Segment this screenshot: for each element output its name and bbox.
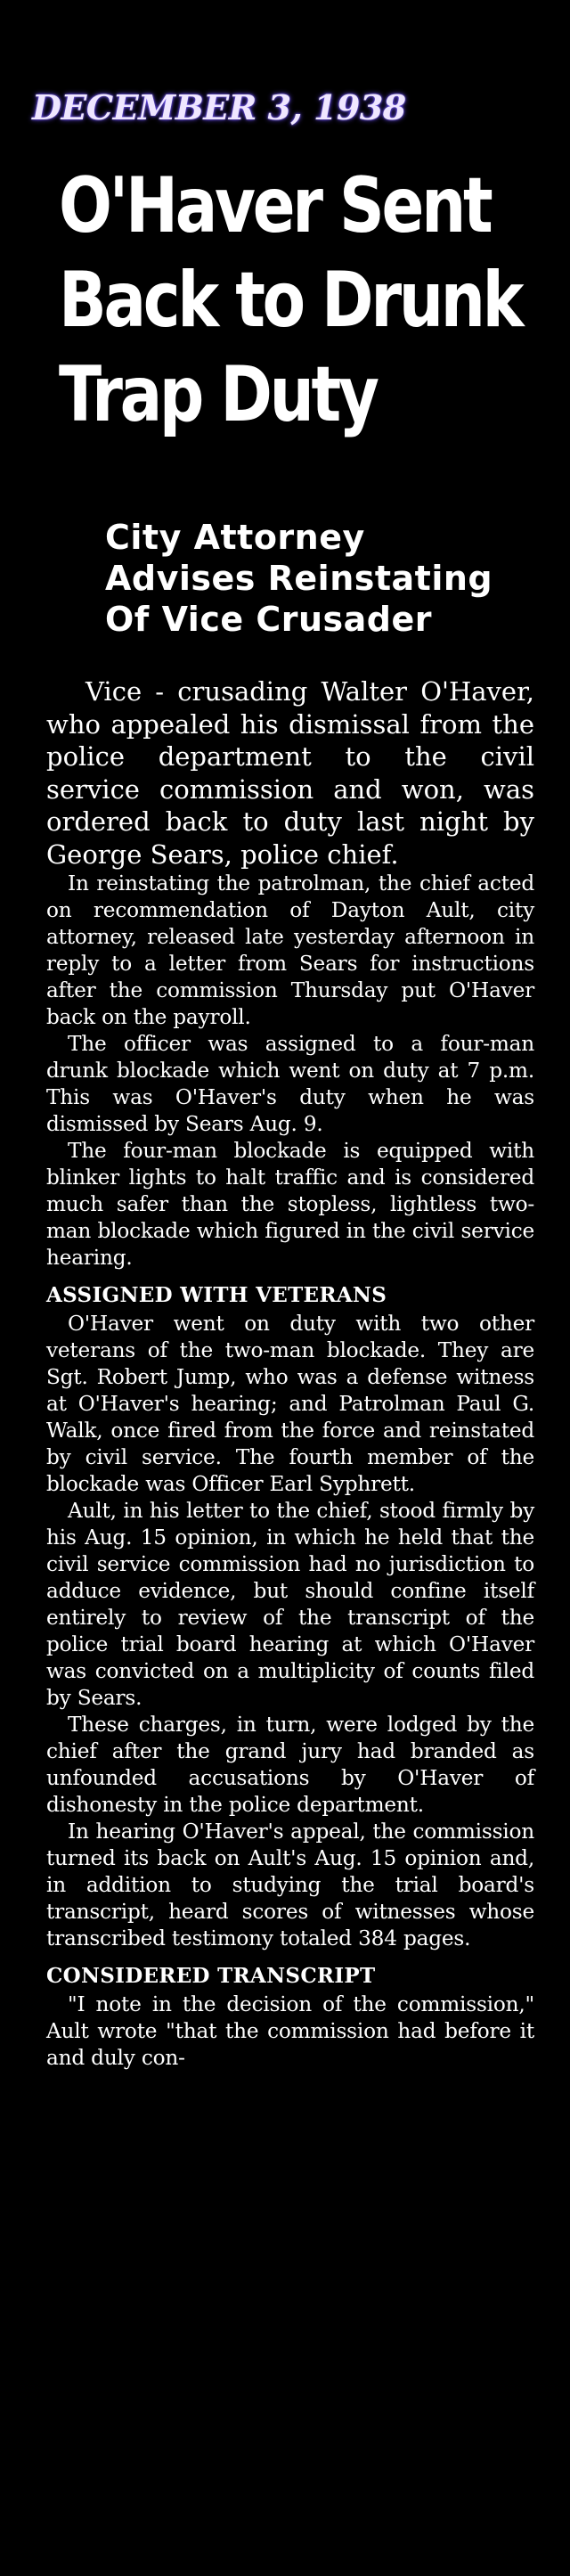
subheadline <box>105 517 550 640</box>
paragraph: Ault, in his letter to the chief, stood firmly by his Aug. 15 opinion, in which he held that the civil service commission had no jurisdiction to adduce evidence, but should confine itself entirely to review of the transcript of the police trial board hearing at which O'Haver was convicted on a multiplicity of counts filed by Sears. <box>46 1499 534 1710</box>
headline-line-3: Trap Duty <box>59 350 377 439</box>
subheadline-line-3: Of Vice Crusader <box>105 600 433 639</box>
article-body <box>46 675 534 2072</box>
headline-line-1: O'Haver Sent <box>59 161 491 250</box>
lead-paragraph: Vice - crusading Walter O'Haver, who appealed his dismissal from the police department to the civil service commission and won, was ordered back to duty last night by George Sears, police chief. <box>46 676 534 870</box>
date-line: DECEMBER 3, 1938 <box>32 87 406 127</box>
headline <box>59 159 522 442</box>
section-heading: ASSIGNED WITH VETERANS <box>46 1283 387 1307</box>
paragraph: These charges, in turn, were lodged by the chief after the grand jury had branded as unfounded accusations by O'Haver of dishonesty in the police department. <box>46 1713 534 1817</box>
section-heading: CONSIDERED TRANSCRIPT <box>46 1964 376 1988</box>
paragraph: O'Haver went on duty with two other veterans of the two-man blockade. They are Sgt. Robert Jump, who was a defense witness at O'Haver's hearing; and Patrolman Paul G. Walk, once fired from the force and reinstated by civil service. The fourth member of the blockade was Officer Earl Syphrett. <box>46 1312 534 1496</box>
paragraph: "I note in the decision of the commission," Ault wrote "that the commission had before it and duly con- <box>46 1992 534 2070</box>
headline-line-2: Back to Drunk <box>59 256 522 345</box>
subheadline-line-2: Advises Reinstating <box>105 559 493 598</box>
paragraph: The officer was assigned to a four-man drunk blockade which went on duty at 7 p.m. This was O'Haver's duty when he was dismissed by Sears Aug. 9. <box>46 1032 534 1136</box>
paragraph: The four-man blockade is equipped with blinker lights to halt traffic and is considered much safer than the stopless, lightless two-man blockade which figured in the civil service hearing. <box>46 1139 534 1270</box>
subheadline-line-1: City Attorney <box>105 518 365 557</box>
paragraph: In hearing O'Haver's appeal, the commission turned its back on Ault's Aug. 15 opinion and, in addition to studying the trial board's transcript, heard scores of witnesses whose transcribed testimony totaled 384 pages. <box>46 1820 534 1950</box>
paragraph: In reinstating the patrolman, the chief acted on recommendation of Dayton Ault, city attorney, released late yesterday afternoon in reply to a letter from Sears for instructions after the commission Thursday put O'Haver back on the payroll. <box>46 871 534 1029</box>
